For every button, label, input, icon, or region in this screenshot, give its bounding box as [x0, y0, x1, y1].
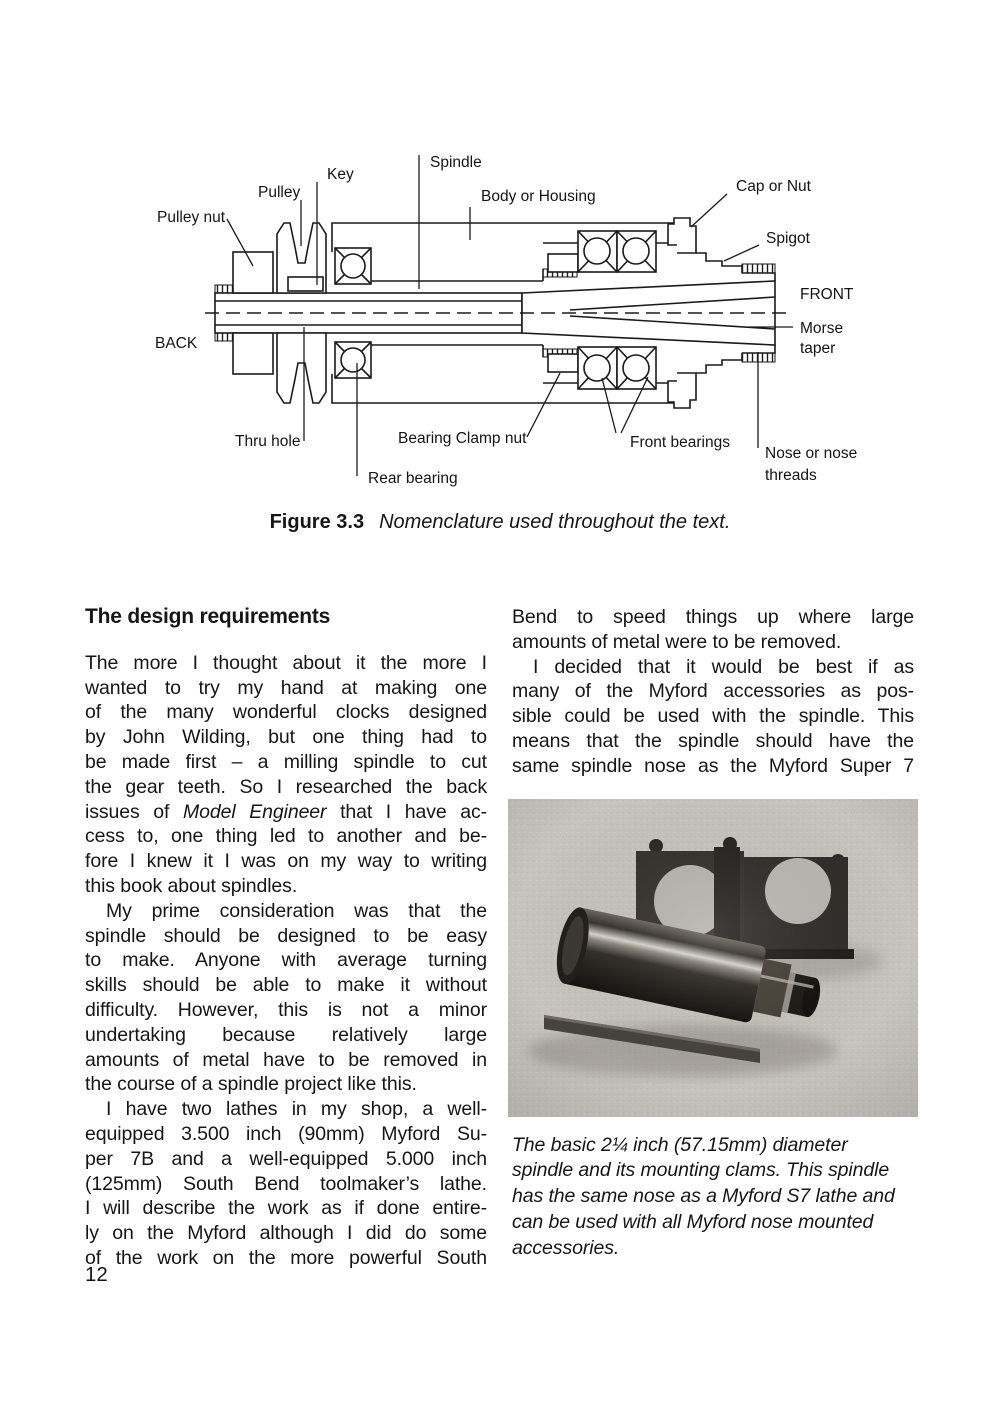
label-key: Key — [327, 166, 354, 183]
body-line: I will describe the work as if done entire- — [85, 1197, 487, 1220]
body-line: undertaking because relatively large — [85, 1023, 487, 1046]
label-pulley: Pulley — [258, 184, 301, 201]
body-line: the gear teeth. So I researched the back — [85, 775, 487, 798]
section-heading: The design requirements — [85, 605, 331, 628]
paragraph — [85, 899, 487, 1097]
body-line: difficulty. However, this is not a minor — [85, 998, 487, 1021]
caption-line: has the same nose as a Myford S7 lathe and — [512, 1185, 895, 1208]
body-line: by John Wilding, but one thing had to — [85, 726, 487, 749]
body-line: My prime consideration was that the — [106, 899, 487, 922]
body-line: equipped 3.500 inch (90mm) Myford Su- — [85, 1122, 487, 1145]
body-line: wanted to try my hand at making one — [85, 676, 487, 699]
body-line: sible could be used with the spindle. This — [512, 705, 914, 728]
body-line: issues of Model Engineer that I have ac- — [85, 800, 487, 823]
spindle-shaft — [215, 293, 522, 333]
label-front: FRONT — [800, 286, 854, 303]
body-line: spindle should be designed to be easy — [85, 924, 487, 947]
caption-line: can be used with all Myford nose mounted — [512, 1210, 874, 1233]
figure-caption-label: Figure 3.3 — [269, 511, 365, 533]
body-line: the course of a spindle project like this. — [85, 1073, 417, 1096]
spindle-nomenclature-diagram — [0, 0, 1000, 505]
body-line: The more I thought about it the more I — [85, 651, 487, 674]
body-line: I have two lathes in my shop, a well- — [106, 1098, 487, 1121]
body-line: to make. Anyone with average turning — [85, 949, 487, 972]
body-line: skills should be able to make it without — [85, 974, 487, 997]
body-line: same spindle nose as the Myford Super 7 — [512, 754, 914, 777]
page-number: 12 — [85, 1263, 108, 1286]
caption-line: accessories. — [512, 1236, 620, 1259]
cap-or-nut-bottom — [668, 373, 696, 408]
label-pulley-nut: Pulley nut — [157, 209, 226, 226]
pulley-nut-bottom — [233, 333, 273, 374]
caption-line: The basic 2¼ inch (57.15mm) diameter — [512, 1133, 848, 1156]
right-column — [512, 605, 914, 1262]
label-taper: taper — [800, 340, 836, 357]
label-spindle: Spindle — [430, 154, 482, 171]
body-line: ly on the Myford although I did do some — [85, 1222, 487, 1245]
label-spigot: Spigot — [766, 230, 810, 247]
label-bearing-clamp-nut: Bearing Clamp nut — [398, 430, 527, 447]
label-morse: Morse — [800, 320, 844, 337]
body-line: cess to, one thing led to another and be- — [85, 825, 487, 848]
paragraph — [512, 605, 914, 655]
label-nose-line1: Nose or nose — [765, 445, 858, 462]
key-block — [288, 277, 323, 291]
body-line: be made first – a milling spindle to cut — [85, 750, 487, 773]
right-column-paragraphs — [512, 605, 914, 779]
label-thru-hole: Thru hole — [235, 433, 301, 450]
cap-or-nut-top — [668, 218, 696, 253]
photo-caption — [512, 1133, 914, 1262]
label-rear-bearing: Rear bearing — [368, 470, 458, 487]
body-line: fore I knew it I was on my way to writing — [85, 850, 487, 873]
body-line: of the work on the more powerful South — [85, 1246, 487, 1269]
spindle-photo — [508, 799, 918, 1117]
label-nose-line2: threads — [765, 467, 817, 484]
nose-threads-top — [742, 264, 775, 273]
paragraph — [85, 651, 487, 899]
label-back: BACK — [155, 335, 198, 352]
body-line: means that the spindle should have the — [512, 729, 914, 752]
paragraph — [512, 655, 914, 779]
body-line: many of the Myford accessories as pos- — [512, 680, 914, 703]
figure-caption — [0, 511, 1000, 534]
body-line: amounts of metal have to be removed in — [85, 1048, 487, 1071]
body-line: this book about spindles. — [85, 874, 298, 897]
body-line: Bend to speed things up where large — [512, 606, 914, 628]
body-line: I decided that it would be best if as — [533, 655, 914, 678]
pulley-bottom — [277, 333, 326, 403]
caption-line: spindle and its mounting clams. This spindle — [512, 1159, 890, 1182]
body-line: of the many wonderful clocks designed — [85, 701, 487, 724]
paragraph — [85, 1097, 487, 1271]
label-body-or-housing: Body or Housing — [481, 188, 596, 205]
pulley-nut-top — [233, 252, 273, 293]
figure-caption-text: Nomenclature used throughout the text. — [379, 511, 731, 533]
spigot-step-bottom — [696, 353, 742, 373]
body-line: (125mm) South Bend toolmaker’s lathe. — [85, 1172, 487, 1195]
label-cap-or-nut: Cap or Nut — [736, 178, 811, 195]
left-column — [85, 605, 487, 1271]
body-line: amounts of metal were to be removed. — [512, 630, 842, 653]
body-line: per 7B and a well-equipped 5.000 inch — [85, 1147, 487, 1170]
label-front-bearings: Front bearings — [630, 434, 730, 451]
left-column-paragraphs — [85, 651, 487, 1271]
